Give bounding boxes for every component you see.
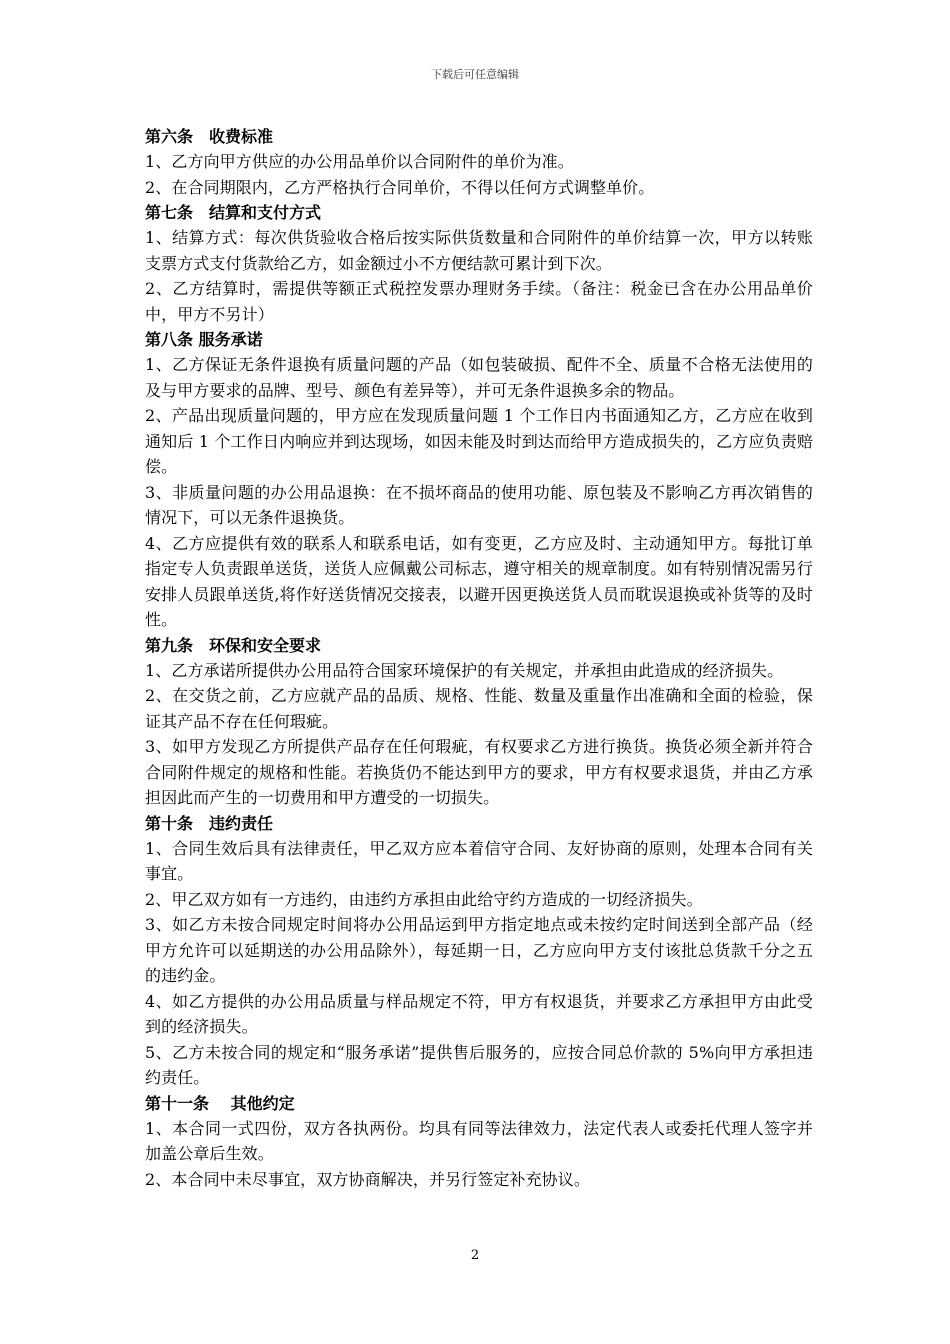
section-9 [145,633,813,811]
paragraph: 2、在交货之前，乙方应就产品的品质、规格、性能、数量及重量作出准确和全面的检验，保证其产品不存在任何瑕疵。 [145,686,813,731]
section-title: 第六条 收费标准 [145,127,274,146]
paragraph: 1、合同生效后具有法律责任，甲乙双方应本着信守合同、友好协商的原则，处理本合同有关事宜。 [145,838,813,883]
paragraph: 2、产品出现质量问题的，甲方应在发现质量问题 1 个工作日内书面通知乙方，乙方应在收到通知后 1 个工作日内响应并到达现场，如因未能及时到达而给甲方造成损失的，乙方应负责赔偿。 [145,406,813,476]
paragraph: 1、结算方式：每次供货验收合格后按实际供货数量和合同附件的单价结算一次，甲方以转账支票方式支付货款给乙方，如金额过小不方便结款可累计到下次。 [145,228,813,273]
paragraph: 2、甲乙双方如有一方违约，由违约方承担由此给守约方造成的一切经济损失。 [145,889,703,909]
section-11 [145,1091,813,1193]
paragraph: 3、非质量问题的办公用品退换：在不损坏商品的使用功能、原包装及不影响乙方再次销售的情况下，可以无条件退换货。 [145,482,813,527]
paragraph: 2、本合同中未尽事宜，双方协商解决，并另行签定补充协议。 [145,1169,590,1189]
paragraph: 1、乙方承诺所提供办公用品符合国家环境保护的有关规定，并承担由此造成的经济损失。 [145,660,784,680]
section-title: 第八条 服务承诺 [145,330,263,349]
paragraph: 3、如甲方发现乙方所提供产品存在任何瑕疵，有权要求乙方进行换货。换货必须全新并符合合同附件规定的规格和性能。若换货仍不能达到甲方的要求，甲方有权要求退货，并由乙方承担因此而产生的一切费用和甲方遭受的一切损失。 [145,737,813,807]
paragraph: 2、乙方结算时，需提供等额正式税控发票办理财务手续。（备注：税金已含在办公用品单价中，甲方不另计） [145,279,813,324]
paragraph: 1、乙方保证无条件退换有质量问题的产品（如包装破损、配件不全、质量不合格无法使用的及与甲方要求的品牌、型号、颜色有差异等），并可无条件退换多余的物品。 [145,355,813,400]
page-number: 2 [470,1248,480,1263]
section-title: 第九条 环保和安全要求 [145,635,322,655]
section-title: 第七条 结算和支付方式 [145,203,322,222]
page-header: 下载后可任意编辑 [431,68,519,81]
paragraph: 2、在合同期限内，乙方严格执行合同单价，不得以任何方式调整单价。 [145,177,655,197]
paragraph: 4、如乙方提供的办公用品质量与样品规定不符，甲方有权退货，并要求乙方承担甲方由此受到的经济损失。 [145,991,813,1036]
section-6 [145,124,813,200]
document-body [145,124,813,1192]
paragraph: 4、乙方应提供有效的联系人和联系电话，如有变更，乙方应及时、主动通知甲方。每批订单指定专人负责跟单送货，送货人应佩戴公司标志，遵守相关的规章制度。如有特别情况需另行安排人员跟单送货,将作好送货情况交接表，以避开因更换送货人员而耽误退换或补货等的及时性。 [145,533,813,629]
section-title: 第十一条 其他约定 [145,1093,295,1113]
section-7 [145,200,813,327]
paragraph: 3、如乙方未按合同规定时间将办公用品运到甲方指定地点或未按约定时间送到全部产品（经甲方允许可以延期送的办公用品除外），每延期一日，乙方应向甲方支付该批总货款千分之五的违约金。 [145,915,813,985]
paragraph: 1、本合同一式四份，双方各执两份。均具有同等法律效力，法定代表人或委托代理人签字并加盖公章后生效。 [145,1118,813,1163]
section-8 [145,327,813,633]
section-10 [145,811,813,1091]
paragraph: 1、乙方向甲方供应的办公用品单价以合同附件的单价为准。 [145,152,574,171]
section-title: 第十条 违约责任 [145,813,274,833]
paragraph: 5、乙方未按合同的规定和“服务承诺”提供售后服务的，应按合同总价款的 5%向甲方承担违约责任。 [145,1042,813,1087]
